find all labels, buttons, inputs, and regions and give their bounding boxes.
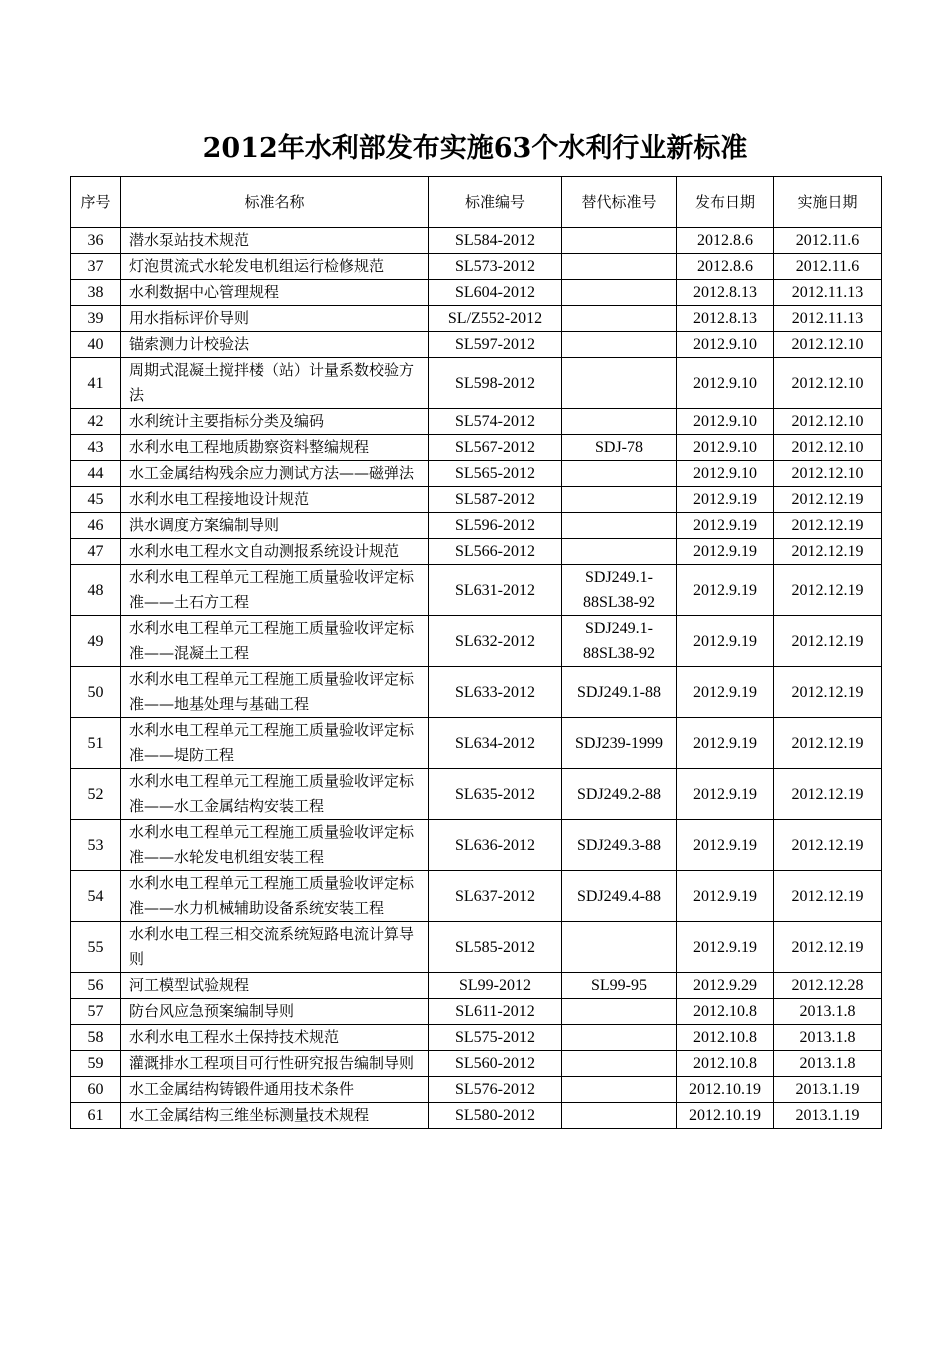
cell-replaced-code: SDJ249.3-88 (562, 820, 677, 871)
cell-standard-name: 水工金属结构三维坐标测量技术规程 (121, 1103, 429, 1129)
table-row (71, 973, 882, 999)
cell-standard-code: SL635-2012 (429, 769, 562, 820)
cell-replaced-code (562, 513, 677, 539)
cell-effective-date: 2012.12.19 (774, 820, 882, 871)
cell-standard-name: 水利水电工程水文自动测报系统设计规范 (121, 539, 429, 565)
cell-effective-date: 2012.12.19 (774, 769, 882, 820)
cell-standard-name: 水利水电工程接地设计规范 (121, 487, 429, 513)
cell-standard-code: SL585-2012 (429, 922, 562, 973)
cell-standard-code: SL634-2012 (429, 718, 562, 769)
cell-effective-date: 2012.12.19 (774, 565, 882, 616)
table-row (71, 922, 882, 973)
cell-standard-code: SL560-2012 (429, 1051, 562, 1077)
cell-publish-date: 2012.8.13 (677, 280, 774, 306)
cell-standard-code: SL575-2012 (429, 1025, 562, 1051)
cell-standard-code: SL574-2012 (429, 409, 562, 435)
cell-effective-date: 2012.12.10 (774, 332, 882, 358)
table-row (71, 539, 882, 565)
cell-standard-name: 灯泡贯流式水轮发电机组运行检修规范 (121, 254, 429, 280)
cell-publish-date: 2012.10.19 (677, 1103, 774, 1129)
cell-replaced-code (562, 306, 677, 332)
cell-standard-name: 水工金属结构残余应力测试方法——磁弹法 (121, 461, 429, 487)
cell-standard-name: 水利水电工程地质勘察资料整编规程 (121, 435, 429, 461)
cell-standard-code: SL604-2012 (429, 280, 562, 306)
cell-standard-code: SL99-2012 (429, 973, 562, 999)
cell-number: 48 (71, 565, 121, 616)
cell-effective-date: 2013.1.8 (774, 1051, 882, 1077)
cell-effective-date: 2013.1.19 (774, 1103, 882, 1129)
cell-number: 36 (71, 228, 121, 254)
cell-replaced-code (562, 332, 677, 358)
cell-standard-code: SL567-2012 (429, 435, 562, 461)
cell-standard-code: SL633-2012 (429, 667, 562, 718)
cell-standard-name: 水利水电工程单元工程施工质量验收评定标准——水工金属结构安装工程 (121, 769, 429, 820)
cell-publish-date: 2012.9.10 (677, 409, 774, 435)
cell-number: 47 (71, 539, 121, 565)
standards-table (70, 176, 882, 1129)
cell-standard-code: SL597-2012 (429, 332, 562, 358)
cell-effective-date: 2012.12.10 (774, 409, 882, 435)
table-row (71, 487, 882, 513)
cell-standard-code: SL566-2012 (429, 539, 562, 565)
cell-publish-date: 2012.8.13 (677, 306, 774, 332)
cell-number: 59 (71, 1051, 121, 1077)
table-header-row (71, 177, 882, 228)
cell-effective-date: 2012.12.28 (774, 973, 882, 999)
cell-replaced-code (562, 1077, 677, 1103)
table-row (71, 435, 882, 461)
cell-standard-code: SL598-2012 (429, 358, 562, 409)
cell-publish-date: 2012.9.19 (677, 667, 774, 718)
cell-publish-date: 2012.9.19 (677, 513, 774, 539)
cell-standard-name: 水利水电工程单元工程施工质量验收评定标准——水力机械辅助设备系统安装工程 (121, 871, 429, 922)
cell-replaced-code (562, 280, 677, 306)
column-header-published: 发布日期 (677, 177, 774, 228)
cell-number: 44 (71, 461, 121, 487)
cell-replaced-code (562, 539, 677, 565)
column-header-replaced: 替代标准号 (562, 177, 677, 228)
table-row (71, 616, 882, 667)
cell-effective-date: 2012.12.10 (774, 461, 882, 487)
cell-replaced-code: SDJ249.4-88 (562, 871, 677, 922)
cell-number: 54 (71, 871, 121, 922)
cell-standard-code: SL587-2012 (429, 487, 562, 513)
cell-standard-code: SL632-2012 (429, 616, 562, 667)
cell-replaced-code (562, 1103, 677, 1129)
page-title: 2012年水利部发布实施63个水利行业新标准 (202, 133, 748, 164)
cell-effective-date: 2012.12.10 (774, 358, 882, 409)
cell-number: 55 (71, 922, 121, 973)
cell-standard-name: 水利水电工程单元工程施工质量验收评定标准——土石方工程 (121, 565, 429, 616)
cell-effective-date: 2012.12.19 (774, 539, 882, 565)
cell-number: 39 (71, 306, 121, 332)
cell-publish-date: 2012.9.19 (677, 539, 774, 565)
table-row (71, 513, 882, 539)
cell-standard-code: SL573-2012 (429, 254, 562, 280)
cell-standard-code: SL611-2012 (429, 999, 562, 1025)
cell-standard-code: SL565-2012 (429, 461, 562, 487)
cell-publish-date: 2012.9.19 (677, 616, 774, 667)
cell-number: 53 (71, 820, 121, 871)
cell-replaced-code (562, 409, 677, 435)
cell-standard-code: SL/Z552-2012 (429, 306, 562, 332)
cell-number: 40 (71, 332, 121, 358)
cell-replaced-code: SDJ249.1-88SL38-92 (562, 616, 677, 667)
cell-replaced-code: SDJ249.1-88SL38-92 (562, 565, 677, 616)
table-row (71, 332, 882, 358)
cell-number: 61 (71, 1103, 121, 1129)
cell-standard-code: SL584-2012 (429, 228, 562, 254)
table-body (71, 228, 882, 1129)
cell-replaced-code: SDJ249.2-88 (562, 769, 677, 820)
cell-number: 37 (71, 254, 121, 280)
cell-effective-date: 2012.11.13 (774, 306, 882, 332)
column-header-code: 标准编号 (429, 177, 562, 228)
cell-number: 42 (71, 409, 121, 435)
table-row (71, 461, 882, 487)
cell-standard-name: 水利统计主要指标分类及编码 (121, 409, 429, 435)
cell-number: 51 (71, 718, 121, 769)
cell-effective-date: 2012.12.19 (774, 513, 882, 539)
cell-publish-date: 2012.9.19 (677, 487, 774, 513)
table-row (71, 280, 882, 306)
cell-standard-name: 洪水调度方案编制导则 (121, 513, 429, 539)
table-row (71, 999, 882, 1025)
table-row (71, 306, 882, 332)
cell-standard-name: 水利水电工程单元工程施工质量验收评定标准——水轮发电机组安装工程 (121, 820, 429, 871)
cell-standard-name: 灌溉排水工程项目可行性研究报告编制导则 (121, 1051, 429, 1077)
cell-number: 45 (71, 487, 121, 513)
cell-number: 38 (71, 280, 121, 306)
cell-publish-date: 2012.9.10 (677, 461, 774, 487)
cell-publish-date: 2012.10.8 (677, 1051, 774, 1077)
cell-number: 43 (71, 435, 121, 461)
cell-standard-name: 锚索测力计校验法 (121, 332, 429, 358)
table-row (71, 409, 882, 435)
table-row (71, 718, 882, 769)
cell-standard-code: SL580-2012 (429, 1103, 562, 1129)
cell-standard-name: 水利数据中心管理规程 (121, 280, 429, 306)
cell-effective-date: 2012.12.19 (774, 487, 882, 513)
cell-replaced-code: SL99-95 (562, 973, 677, 999)
cell-effective-date: 2012.11.6 (774, 254, 882, 280)
cell-replaced-code: SDJ249.1-88 (562, 667, 677, 718)
cell-publish-date: 2012.9.29 (677, 973, 774, 999)
cell-publish-date: 2012.9.19 (677, 718, 774, 769)
cell-standard-code: SL596-2012 (429, 513, 562, 539)
cell-replaced-code (562, 1051, 677, 1077)
cell-replaced-code: SDJ239-1999 (562, 718, 677, 769)
table-row (71, 1025, 882, 1051)
cell-publish-date: 2012.9.19 (677, 769, 774, 820)
cell-number: 58 (71, 1025, 121, 1051)
cell-number: 49 (71, 616, 121, 667)
cell-publish-date: 2012.9.19 (677, 871, 774, 922)
cell-effective-date: 2012.12.10 (774, 435, 882, 461)
cell-standard-code: SL576-2012 (429, 1077, 562, 1103)
cell-standard-name: 河工模型试验规程 (121, 973, 429, 999)
cell-publish-date: 2012.9.10 (677, 358, 774, 409)
cell-effective-date: 2012.11.13 (774, 280, 882, 306)
cell-standard-name: 水利水电工程单元工程施工质量验收评定标准——地基处理与基础工程 (121, 667, 429, 718)
cell-publish-date: 2012.9.19 (677, 922, 774, 973)
cell-replaced-code (562, 487, 677, 513)
table-row (71, 565, 882, 616)
cell-publish-date: 2012.8.6 (677, 228, 774, 254)
cell-publish-date: 2012.9.10 (677, 332, 774, 358)
cell-effective-date: 2012.12.19 (774, 616, 882, 667)
cell-number: 46 (71, 513, 121, 539)
cell-effective-date: 2012.12.19 (774, 718, 882, 769)
cell-replaced-code: SDJ-78 (562, 435, 677, 461)
cell-publish-date: 2012.9.10 (677, 435, 774, 461)
table-row (71, 358, 882, 409)
cell-standard-name: 周期式混凝土搅拌楼（站）计量系数校验方法 (121, 358, 429, 409)
cell-standard-code: SL636-2012 (429, 820, 562, 871)
cell-replaced-code (562, 254, 677, 280)
cell-number: 60 (71, 1077, 121, 1103)
cell-replaced-code (562, 228, 677, 254)
cell-number: 52 (71, 769, 121, 820)
table-row (71, 769, 882, 820)
cell-number: 57 (71, 999, 121, 1025)
cell-publish-date: 2012.10.8 (677, 999, 774, 1025)
cell-standard-code: SL631-2012 (429, 565, 562, 616)
table-row (71, 254, 882, 280)
cell-effective-date: 2012.12.19 (774, 871, 882, 922)
cell-standard-name: 防台风应急预案编制导则 (121, 999, 429, 1025)
column-header-number: 序号 (71, 177, 121, 228)
table-row (71, 667, 882, 718)
cell-standard-name: 水利水电工程单元工程施工质量验收评定标准——堤防工程 (121, 718, 429, 769)
cell-standard-name: 水工金属结构铸锻件通用技术条件 (121, 1077, 429, 1103)
table-row (71, 228, 882, 254)
cell-effective-date: 2012.11.6 (774, 228, 882, 254)
cell-publish-date: 2012.10.8 (677, 1025, 774, 1051)
cell-replaced-code (562, 922, 677, 973)
cell-standard-code: SL637-2012 (429, 871, 562, 922)
cell-number: 50 (71, 667, 121, 718)
cell-number: 41 (71, 358, 121, 409)
cell-publish-date: 2012.9.19 (677, 565, 774, 616)
table-row (71, 871, 882, 922)
cell-effective-date: 2013.1.8 (774, 1025, 882, 1051)
cell-standard-name: 用水指标评价导则 (121, 306, 429, 332)
cell-standard-name: 水利水电工程水土保持技术规范 (121, 1025, 429, 1051)
cell-standard-name: 水利水电工程三相交流系统短路电流计算导则 (121, 922, 429, 973)
table-row (71, 1103, 882, 1129)
column-header-effective: 实施日期 (774, 177, 882, 228)
cell-publish-date: 2012.9.19 (677, 820, 774, 871)
cell-number: 56 (71, 973, 121, 999)
table-row (71, 1051, 882, 1077)
cell-effective-date: 2012.12.19 (774, 667, 882, 718)
table-row (71, 820, 882, 871)
cell-publish-date: 2012.10.19 (677, 1077, 774, 1103)
cell-standard-name: 潜水泵站技术规范 (121, 228, 429, 254)
cell-effective-date: 2012.12.19 (774, 922, 882, 973)
cell-effective-date: 2013.1.8 (774, 999, 882, 1025)
cell-effective-date: 2013.1.19 (774, 1077, 882, 1103)
cell-replaced-code (562, 999, 677, 1025)
cell-replaced-code (562, 461, 677, 487)
table-row (71, 1077, 882, 1103)
cell-replaced-code (562, 358, 677, 409)
column-header-name: 标准名称 (121, 177, 429, 228)
cell-replaced-code (562, 1025, 677, 1051)
cell-publish-date: 2012.8.6 (677, 254, 774, 280)
cell-standard-name: 水利水电工程单元工程施工质量验收评定标准——混凝土工程 (121, 616, 429, 667)
